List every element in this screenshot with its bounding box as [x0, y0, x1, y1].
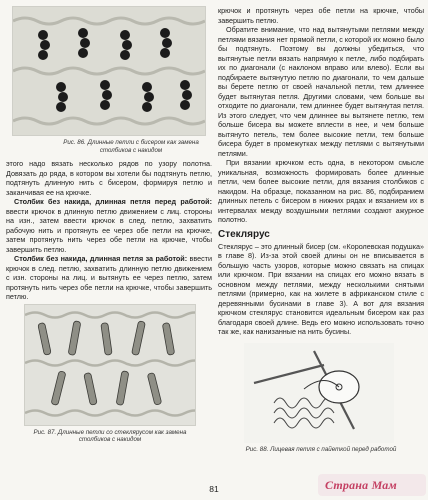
- left-technique-1: [6, 197, 212, 254]
- right-paragraph-1: крючок и протянуть через обе петли на крючке, чтобы завершить петлю.: [218, 6, 424, 25]
- technique-text: ввести крючок в длинную петлю движением с лиц. стороны на изн., затем ввести крючок в след. петлю, захватить рабочую нить и протянуть ее через обе петли на крючке, затем протянуть нить через обе петли на крючке, чтобы завершить петлю.: [6, 206, 212, 254]
- right-column: [218, 6, 424, 458]
- right-paragraph-3: При вязании крючком есть одна, в некотором смысле уникальная, возможность формировать более длинные петли, чем более высокие петли, для вязания столбиков с накидом. На образце, показанном на рис. 86, подбиранием длинных петель с бисером в нижних рядах и вязанием их в интервалах между воздушными петлями создают ажурное полотно.: [218, 158, 424, 224]
- right-paragraph-4: Стеклярус – это длинный бисер (см. «Королевская подушка» в главе 8). Из-за этой своей длины он не вписывается в большую часть узоров, которые можно связать на спицах или крючком. При вязании на спицах его можно вязать в основном между петлями, между несколькими снятыми петлями (примерно, как на жилете в африканском стиле с деревянными бусинами в главе 3). А вот для вязания крючком стеклярус становится идеальным бисером как раз благодаря своей длине. Ведь его можно использовать точно так же, как нанизанные на нить бусины.: [218, 241, 424, 336]
- left-column: [6, 6, 212, 449]
- sequin-stitch-drawing: [244, 343, 394, 443]
- technique-term: Столбик без накида, длинная петля за работой:: [14, 254, 188, 264]
- page-number: 81: [209, 484, 219, 494]
- technique-text: ввести крючок в след. петлю, захватить длинную петлю движением с изн. стороны на лиц. и вытянуть ее через петлю, затем протянуть нить через обе петли на крючке, чтобы завершить петлю.: [6, 254, 212, 302]
- left-paragraph-1: этого надо вязать несколько рядов по узору полотна. Довязать до ряда, в котором вы хотели бы подтянуть петлю, подтянуть длинную нить с бисером, формируя петлю и заканчивая ее на крючке.: [6, 159, 212, 197]
- figure-88-caption: Рис. 88. Лицевая петля с пайеткой перед работой: [245, 445, 397, 453]
- right-paragraph-2: Обратите внимание, что над вытянутыми петлями между петлями вязания нет прямой петли, с которой их можно было бы подтянуть. Поэтому вы должны убедиться, что вытянутые петли вязать напрямую к петле, либо подбирать их по диагонали (с наклоном вправо или влево). Если вы подбираете вытянутую петлю по диагонали, то чем дальше вы берете петлю от своей начальной петли, тем длиннее будет вытянутая петля. Другими словами, чем больше вы отходите по диагонали, тем длиннее будет вытянутая петля. Из этого следует, что чем длиннее вы вытянете петлю, тем больше бисера вы можете вплести в нее, и чем больше вытянуто петель, тем более высокие петли, тем больше бисера будет в промежутках между петлями с вытянутыми петлями.: [218, 25, 424, 158]
- figure-86-caption: Рис. 86. Длинные петли с бисером как замена столбиков с накидом: [63, 139, 199, 154]
- figure-86-photo: [12, 6, 206, 136]
- technique-term: Столбик без накида, длинная петля перед работой:: [14, 197, 212, 207]
- figure-87-photo: [24, 304, 196, 426]
- figure-88-illustration: [244, 343, 394, 443]
- section-title: Стеклярус: [218, 228, 270, 240]
- beaded-loops-illustration: [13, 7, 205, 135]
- left-technique-2: [6, 254, 212, 302]
- bugle-bead-loops-illustration: [25, 305, 195, 425]
- figure-87-caption: Рис. 87. Длинные петли со стеклярусом как замена столбиков с накидом: [33, 428, 187, 444]
- site-watermark: Страна Мам: [325, 478, 397, 492]
